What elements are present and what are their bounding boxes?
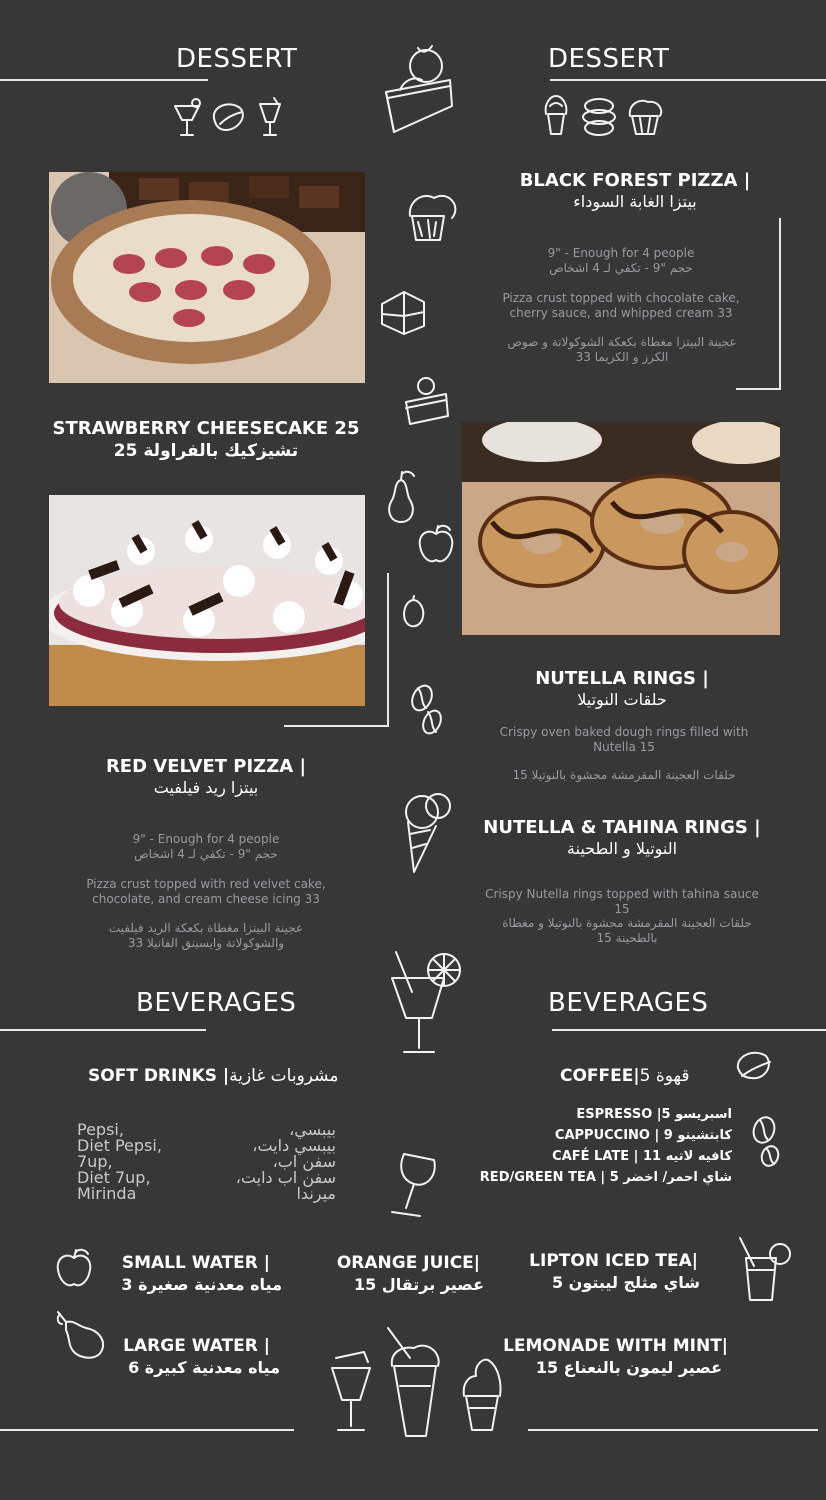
coffee-title-en: COFFEE| <box>560 1066 640 1086</box>
black-forest-title-ar: بيتزا الغابة السوداء <box>573 192 697 211</box>
large-water-title: LARGE WATER | <box>123 1336 270 1356</box>
soft-drinks-list <box>77 1122 162 1202</box>
divider <box>550 79 826 81</box>
nutella-tahina-title-ar: النوتيلا و الطحينة <box>566 839 678 858</box>
list-item: Mirinda <box>77 1184 137 1203</box>
soft-drinks-title-ar: مشروبات غازية <box>229 1066 339 1086</box>
lemonade-title-ar: عصير ليمون بالنعناع 15 <box>535 1358 722 1377</box>
orange-juice-title-ar: عصير برتقال 15 <box>354 1275 484 1294</box>
divider <box>779 218 781 390</box>
black-forest-desc-ar: عجينة البيتزا مغطاة بكعكة الشوكولاتة و صوص الكرز و الكريما 33 <box>507 335 737 364</box>
dessert-header-left: DESSERT <box>176 44 298 74</box>
strawberry-cheesecake-photo <box>49 172 365 383</box>
list-item: CAFÉ LATE | كافيه لاتيه 11 <box>552 1149 732 1164</box>
milkshake-icon <box>384 1326 446 1448</box>
small-water-title-ar: مياه معدنية صغيرة 3 <box>121 1275 282 1294</box>
coffee-beans-icon <box>748 1114 784 1174</box>
divider <box>528 1429 818 1431</box>
strawberry-cheesecake-title: STRAWBERRY CHEESECAKE 25 <box>52 418 360 439</box>
cake-slice-icon <box>402 372 452 432</box>
macaron-stack-icon <box>578 96 620 142</box>
coffee-title <box>560 1066 689 1086</box>
ice-cream-cup-icon <box>542 92 570 142</box>
nutella-tahina-title: NUTELLA & TAHINA RINGS | <box>483 817 761 838</box>
red-velvet-size-ar: حجم "9 - تكفي لـ 4 اشخاص <box>134 847 278 861</box>
apricot-icon <box>400 594 426 634</box>
drink-glass-icon <box>256 96 284 142</box>
beverages-header-left: BEVERAGES <box>136 988 297 1018</box>
nutella-rings-title-ar: حلقات النوتيلا <box>577 690 667 709</box>
apple-icon <box>416 522 456 570</box>
red-velvet-pizza-photo <box>49 495 365 706</box>
list-item: RED/GREEN TEA | شاي احمر/ اخضر 5 <box>479 1170 732 1185</box>
divider <box>387 573 389 727</box>
strawberry-cheesecake-title-ar: تشيزكيك بالفراولة 25 <box>113 441 299 461</box>
coffee-beans-icon <box>408 682 446 742</box>
red-velvet-desc: Pizza crust topped with red velvet cake, chocolate, and cream cheese icing 33 <box>86 877 326 906</box>
list-item: ميرندا <box>296 1184 336 1203</box>
nutella-rings-title: NUTELLA RINGS | <box>535 668 709 689</box>
list-item: بيبسي دايت، <box>252 1136 336 1155</box>
red-velvet-desc-ar: عجينة البيتزا مغطاة بكعكة الريد فيلفيت والشوكولاتة وايسينق الفانيلا 33 <box>108 921 304 950</box>
list-item: Diet Pepsi, <box>77 1136 162 1155</box>
list-item: سفن اب دايت، <box>235 1168 336 1187</box>
divider <box>284 725 388 727</box>
soft-drinks-title <box>88 1066 338 1086</box>
divider <box>0 1429 294 1431</box>
ice-cream-cone-icon <box>396 786 456 880</box>
iced-tea-icon <box>736 1236 796 1310</box>
juice-glass-icon <box>386 948 464 1060</box>
lipton-title-ar: شاي مثلج ليبتون 5 <box>551 1273 700 1292</box>
red-velvet-size: 9" - Enough for 4 people <box>132 832 280 846</box>
divider <box>552 1029 826 1031</box>
black-forest-desc: Pizza crust topped with chocolate cake, cherry sauce, and whipped cream 33 <box>502 291 740 320</box>
nutella-rings-desc-ar: حلقات العجينة المقرمشة محشوة بالنوتيلا 15 <box>512 768 736 782</box>
list-item: سفن اب، <box>272 1152 336 1171</box>
pear-icon <box>384 468 418 530</box>
black-forest-title: BLACK FOREST PIZZA | <box>519 170 751 191</box>
soft-drinks-title-en: SOFT DRINKS | <box>88 1066 230 1086</box>
dessert-header-right: DESSERT <box>548 44 670 74</box>
divider <box>0 1029 206 1031</box>
nutella-tahina-desc: Crispy Nutella rings topped with tahina sauce 15 <box>485 887 759 916</box>
plum-icon <box>208 98 248 138</box>
black-forest-size-ar: حجم "9 - تكفي لـ 4 اشخاص <box>549 261 693 275</box>
lipton-title: LIPTON ICED TEA| <box>529 1251 698 1271</box>
orange-juice-title: ORANGE JUICE| <box>336 1253 480 1273</box>
red-velvet-title: RED VELVET PIZZA | <box>105 756 307 777</box>
list-item: بيبسي، <box>289 1120 336 1139</box>
list-item: ESPRESSO |اسبريسو 5 <box>576 1107 732 1122</box>
coffee-list <box>470 1104 732 1188</box>
nutella-rings-desc: Crispy oven baked dough rings filled with Nutella 15 <box>499 725 749 754</box>
red-velvet-title-ar: بيتزا ريد فيلفيت <box>153 778 259 797</box>
divider <box>0 79 208 81</box>
wine-glass-icon <box>386 1150 442 1224</box>
black-forest-size: 9" - Enough for 4 people <box>547 246 695 260</box>
nutella-tahina-desc-ar: حلقات العجينة المقرمشة محشوة بالنوتيلا و مغطاة بالطحينة 15 <box>502 916 752 945</box>
divider <box>736 388 781 390</box>
list-item: Pepsi, <box>77 1120 124 1139</box>
small-water-title: SMALL WATER | <box>121 1253 270 1273</box>
list-item: 7up, <box>77 1152 113 1171</box>
apple-icon <box>54 1246 94 1294</box>
list-item: Diet 7up, <box>77 1168 151 1187</box>
cupcake-icon <box>626 96 664 142</box>
lemonade-title: LEMONADE WITH MINT| <box>503 1336 728 1356</box>
large-water-title-ar: مياه معدنية كبيرة 6 <box>128 1358 280 1377</box>
cocktail-icon <box>324 1344 378 1438</box>
coffee-title-ar: قهوة 5 <box>639 1066 690 1086</box>
cake-slice-icon <box>380 40 458 140</box>
cupcake-icon <box>404 186 464 250</box>
soft-drinks-list-ar <box>220 1122 336 1202</box>
cake-slices-icon <box>378 286 428 340</box>
cocktail-icon <box>172 96 202 142</box>
nutella-rings-photo <box>462 422 780 635</box>
plum-icon <box>734 1046 774 1090</box>
list-item: CAPPUCCINO | كابتشينو 9 <box>554 1128 732 1143</box>
beverages-header-right: BEVERAGES <box>548 988 709 1018</box>
